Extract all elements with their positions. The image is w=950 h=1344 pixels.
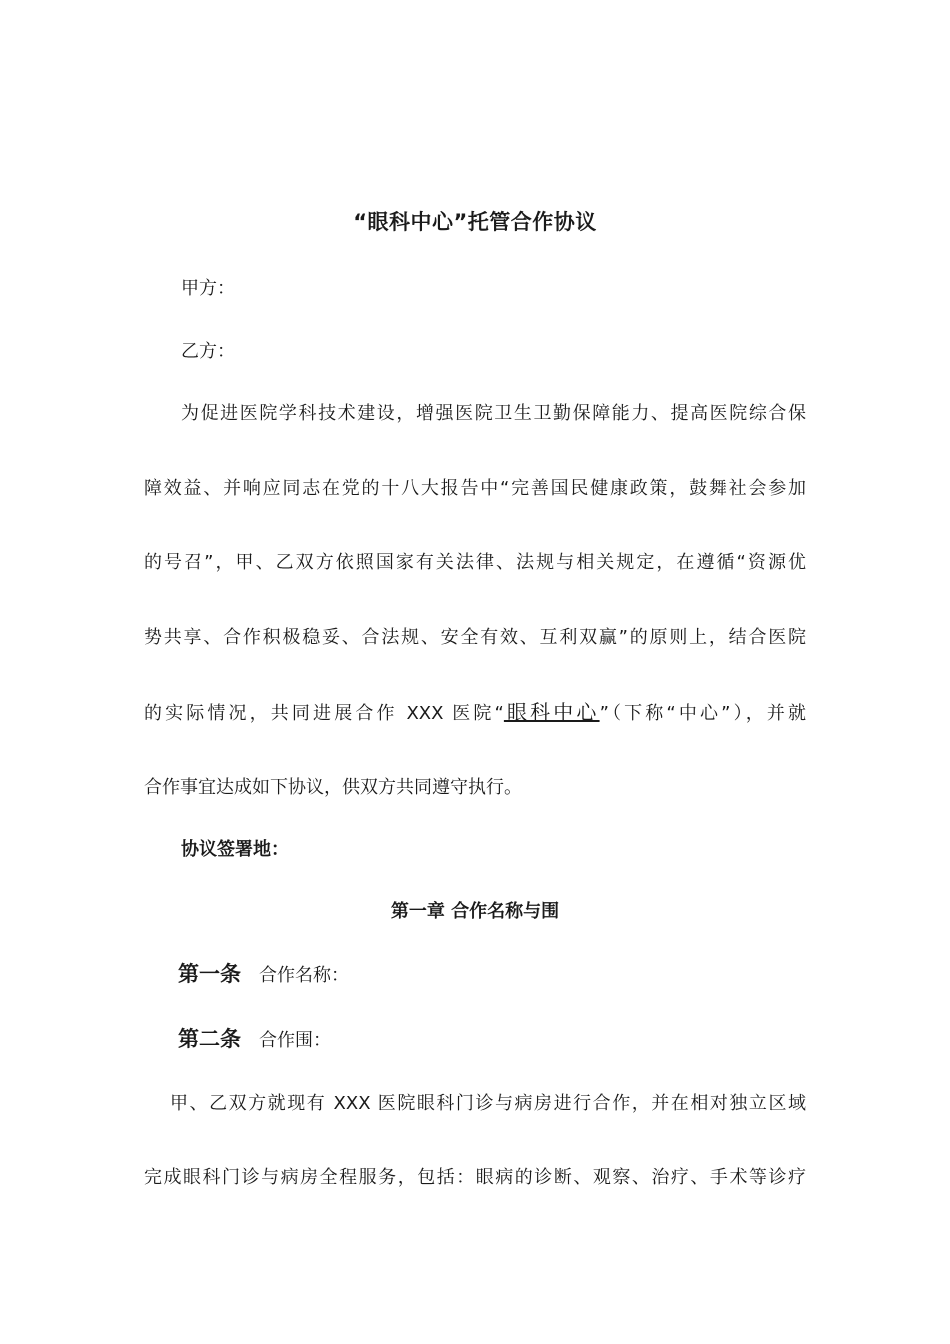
- signing-place-label: 协议签署地：: [181, 839, 289, 860]
- article-2-label: 第二条: [178, 1027, 241, 1051]
- paragraph-1-last-line: 合作事宜达成如下协议，供双方共同遵守执行。: [144, 777, 522, 798]
- paragraph-1-line-5-before: 的实际情况，共同进展合作 XXX 医院“: [144, 703, 504, 724]
- paragraph-2-line-1: 甲、乙双方就现有 XXX 医院眼科门诊与病房进行合作，并在相对独立区域: [170, 1093, 806, 1114]
- article-1: [178, 962, 840, 988]
- article-2-text: 合作围：: [259, 1030, 331, 1051]
- paragraph-2-line-2: 完成眼科门诊与病房全程服务，包括：眼病的诊断、观察、治疗、手术等诊疗: [144, 1167, 806, 1188]
- article-2: [178, 1027, 840, 1053]
- party-a-label: 甲方：: [181, 278, 235, 299]
- party-b-label: 乙方：: [181, 341, 235, 362]
- eye-center-highlight: 眼科中心: [503, 700, 600, 724]
- paragraph-1-line-5-after: ”（下称“中心”），并就: [599, 703, 806, 724]
- paragraph-1-line-5: [144, 700, 806, 726]
- article-1-text: 合作名称：: [259, 965, 349, 986]
- document-title: “眼科中心”托管合作协议: [353, 210, 597, 234]
- paragraph-1-line-3: 的号召”，甲、乙双方依照国家有关法律、法规与相关规定，在遵循“资源优: [144, 552, 806, 573]
- article-1-label: 第一条: [178, 962, 241, 986]
- chapter-1-heading: 第一章 合作名称与围: [390, 901, 560, 922]
- paragraph-1-line-4: 势共享、合作积极稳妥、合法规、安全有效、互利双赢”的原则上，结合医院: [144, 627, 806, 648]
- paragraph-1-line-2: 障效益、并响应同志在党的十八大报告中“完善国民健康政策，鼓舞社会参加: [144, 478, 806, 499]
- paragraph-1-line-1: 为促进医院学科技术建设，增强医院卫生卫勤保障能力、提高医院综合保: [181, 403, 806, 424]
